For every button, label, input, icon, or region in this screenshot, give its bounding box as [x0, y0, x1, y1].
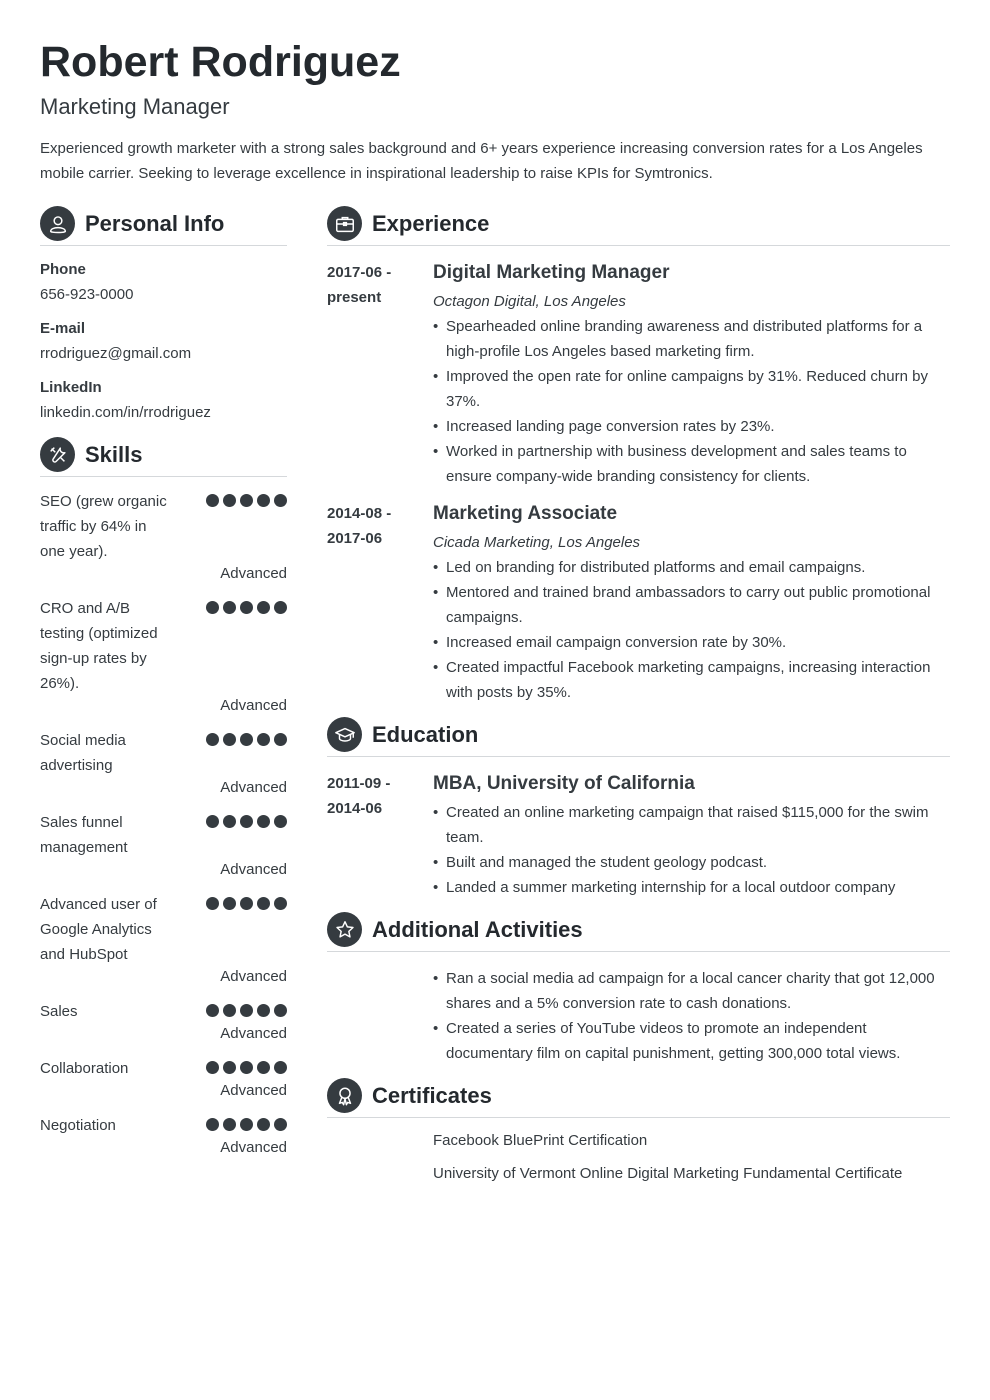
skill-level: Advanced	[220, 1025, 287, 1042]
rating-dot	[223, 1118, 236, 1131]
date-start: 2014-08 -	[327, 505, 392, 522]
rating-dot	[257, 897, 270, 910]
skill-rating	[206, 491, 287, 564]
rating-dot	[206, 733, 219, 746]
rating-dot	[257, 1061, 270, 1074]
company-name: Cicada Marketing, Los Angeles	[433, 534, 641, 551]
certificate-item: University of Vermont Online Digital Marketing Fundamental Certificate	[433, 1165, 903, 1182]
rating-dot	[206, 494, 219, 507]
skill-name: Social media advertising	[40, 732, 126, 774]
section-title: Certificates	[372, 1082, 492, 1108]
list-item: • Worked in partnership with business development and sales teams to ensure company-wide branding consistency for clients.	[433, 439, 950, 489]
entry-date-empty	[327, 966, 433, 1066]
person-icon	[40, 206, 75, 241]
skill-name: Collaboration	[40, 1060, 129, 1077]
skill-name: CRO and A/B testing (optimized sign-up rates by 26%).	[40, 600, 158, 692]
skill-row	[40, 491, 287, 564]
rating-dot	[257, 494, 270, 507]
company-name: Octagon Digital, Los Angeles	[433, 293, 626, 310]
list-item: • Mentored and trained brand ambassadors to carry out public promotional campaigns.	[433, 580, 950, 630]
rating-dot	[223, 601, 236, 614]
skill-rating	[206, 812, 287, 860]
bullet-list	[433, 314, 950, 489]
rating-dot	[206, 1004, 219, 1017]
date-start: 2011-09 -	[327, 775, 391, 792]
skill-level: Advanced	[220, 1082, 287, 1099]
skill-row	[40, 1058, 287, 1081]
skill-level: Advanced	[220, 565, 287, 582]
skill-row	[40, 1115, 287, 1138]
education-entry	[327, 771, 950, 900]
experience-section	[327, 206, 950, 705]
rating-dot	[223, 733, 236, 746]
rating-dot	[257, 815, 270, 828]
award-icon	[327, 1078, 362, 1113]
certificates-section	[327, 1078, 950, 1184]
rating-dot	[274, 733, 287, 746]
rating-dot	[240, 1061, 253, 1074]
rating-dot	[223, 1061, 236, 1074]
skill-item	[40, 894, 287, 987]
list-item: • Landed a summer marketing internship for a local outdoor company	[433, 875, 950, 900]
briefcase-icon	[327, 206, 362, 241]
education-header	[327, 717, 950, 757]
skills-list	[40, 491, 287, 1158]
job-title: Marketing Associate	[433, 503, 618, 524]
skills-section	[40, 437, 287, 1158]
list-item: • Created a series of YouTube videos to promote an independent documentary film on capital punishment, getting 300,000 total views.	[433, 1016, 950, 1066]
entry-date	[327, 501, 433, 705]
date-end: present	[327, 289, 382, 306]
personal-info-header	[40, 206, 287, 246]
section-title: Additional Activities	[372, 916, 583, 942]
rating-dot	[274, 1004, 287, 1017]
skill-item	[40, 1058, 287, 1101]
skill-name: Sales funnel management	[40, 814, 128, 856]
entry-body	[433, 260, 950, 489]
rating-dot	[274, 815, 287, 828]
skill-rating	[206, 894, 287, 967]
rating-dot	[206, 601, 219, 614]
linkedin-label: LinkedIn	[40, 379, 102, 396]
job-title: Digital Marketing Manager	[433, 262, 670, 283]
star-icon	[327, 912, 362, 947]
rating-dot	[257, 601, 270, 614]
experience-entry	[327, 260, 950, 489]
skill-rating	[206, 1001, 287, 1024]
entry-date	[327, 771, 433, 900]
rating-dot	[257, 733, 270, 746]
rating-dot	[274, 1118, 287, 1131]
candidate-title: Marketing Manager	[40, 94, 230, 119]
rating-dot	[223, 897, 236, 910]
section-title: Experience	[372, 210, 490, 236]
list-item: • Increased email campaign conversion rate by 30%.	[433, 630, 950, 655]
rating-dot	[206, 1061, 219, 1074]
bullet-list	[433, 800, 950, 900]
rating-dot	[274, 601, 287, 614]
rating-dot	[274, 897, 287, 910]
skill-row	[40, 812, 287, 860]
skill-name: SEO (grew organic traffic by 64% in one year).	[40, 493, 167, 560]
skill-level: Advanced	[220, 861, 287, 878]
skill-item	[40, 1001, 287, 1044]
skill-item	[40, 730, 287, 798]
date-end: 2014-06	[327, 800, 383, 817]
rating-dot	[240, 733, 253, 746]
rating-dot	[223, 494, 236, 507]
rating-dot	[240, 601, 253, 614]
entry-body	[433, 501, 950, 705]
entry-body	[433, 771, 950, 900]
list-item: • Increased landing page conversion rates by 23%.	[433, 414, 950, 439]
rating-dot	[206, 815, 219, 828]
rating-dot	[274, 494, 287, 507]
skill-rating	[206, 1058, 287, 1081]
skill-rating	[206, 1115, 287, 1138]
skill-item	[40, 491, 287, 584]
email-value: rrodriguez@gmail.com	[40, 345, 192, 362]
education-section	[327, 717, 950, 900]
skill-item	[40, 598, 287, 716]
linkedin-value: linkedin.com/in/rrodriguez	[40, 404, 211, 421]
activities-entry	[327, 966, 950, 1066]
rating-dot	[240, 897, 253, 910]
skills-header	[40, 437, 287, 477]
candidate-name: Robert Rodriguez	[40, 38, 401, 86]
email-label: E-mail	[40, 320, 86, 337]
skill-row	[40, 598, 287, 696]
certificates-header	[327, 1078, 950, 1118]
experience-header	[327, 206, 950, 246]
activities-header	[327, 912, 950, 952]
rating-dot	[257, 1118, 270, 1131]
list-item: • Created an online marketing campaign that raised $115,000 for the swim team.	[433, 800, 950, 850]
bullet-list	[433, 966, 950, 1066]
skill-row	[40, 1001, 287, 1024]
left-column	[40, 206, 287, 1158]
rating-dot	[223, 1004, 236, 1017]
skill-name: Sales	[40, 1003, 78, 1020]
tools-icon	[40, 437, 75, 472]
rating-dot	[274, 1061, 287, 1074]
certificate-item: Facebook BluePrint Certification	[433, 1132, 648, 1149]
list-item: • Spearheaded online branding awareness and distributed platforms for a high-profile Los Angeles based marketing firm.	[433, 314, 950, 364]
list-item: • Ran a social media ad campaign for a local cancer charity that got 12,000 shares and a 5% conversion rate to cash donations.	[433, 966, 950, 1016]
rating-dot	[206, 1118, 219, 1131]
section-title: Skills	[85, 441, 143, 467]
personal-info-section	[40, 206, 287, 423]
phone-label: Phone	[40, 261, 86, 278]
entry-date	[327, 260, 433, 489]
rating-dot	[240, 1118, 253, 1131]
skill-name: Negotiation	[40, 1117, 116, 1134]
skill-row	[40, 894, 287, 967]
list-item: • Improved the open rate for online campaigns by 31%. Reduced churn by 37%.	[433, 364, 950, 414]
experience-entry	[327, 501, 950, 705]
skill-item	[40, 1115, 287, 1158]
right-column	[327, 206, 950, 1184]
rating-dot	[240, 815, 253, 828]
skill-rating	[206, 730, 287, 778]
rating-dot	[240, 494, 253, 507]
list-item: • Created impactful Facebook marketing campaigns, increasing interaction with posts by 35%.	[433, 655, 950, 705]
bullet-list	[433, 555, 950, 705]
rating-dot	[257, 1004, 270, 1017]
skill-name: Advanced user of Google Analytics and HubSpot	[40, 896, 157, 963]
section-title: Personal Info	[85, 210, 225, 236]
rating-dot	[223, 815, 236, 828]
entry-body	[433, 966, 950, 1066]
skill-row	[40, 730, 287, 778]
profile-summary: Experienced growth marketer with a strong sales background and 6+ years experience increasing conversion rates for a Los Angeles mobile carrier. Seeking to leverage excellence in inspirational leadership to raise KPIs for Symtronics.	[40, 140, 923, 182]
skill-level: Advanced	[220, 968, 287, 985]
degree-title: MBA, University of California	[433, 773, 695, 794]
activities-section	[327, 912, 950, 1066]
resume-header	[40, 36, 950, 186]
date-end: 2017-06	[327, 530, 383, 547]
list-item: • Led on branding for distributed platforms and email campaigns.	[433, 555, 950, 580]
rating-dot	[240, 1004, 253, 1017]
graduation-cap-icon	[327, 717, 362, 752]
date-start: 2017-06 -	[327, 264, 392, 281]
section-title: Education	[372, 721, 479, 747]
skill-rating	[206, 598, 287, 696]
skill-level: Advanced	[220, 779, 287, 796]
skill-item	[40, 812, 287, 880]
rating-dot	[206, 897, 219, 910]
skill-level: Advanced	[220, 1139, 287, 1156]
skill-level: Advanced	[220, 697, 287, 714]
list-item: • Built and managed the student geology podcast.	[433, 850, 950, 875]
phone-value: 656-923-0000	[40, 286, 134, 303]
